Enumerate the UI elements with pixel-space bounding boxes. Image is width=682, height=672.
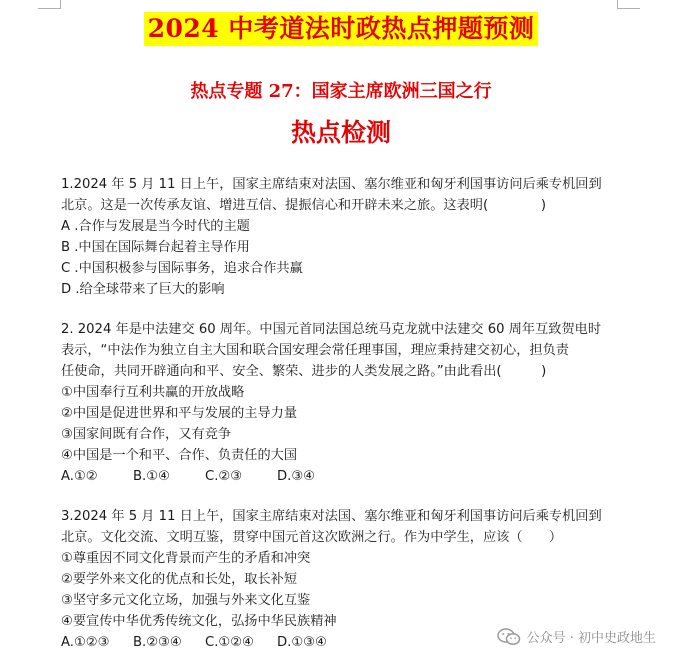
answer-option: A.①② — [61, 469, 98, 484]
question-2-line: 任使命，共同开辟通向和平、安全、繁荣、进步的人类发展之路。”由此看出( ) — [61, 364, 547, 379]
section-heading: 热点检测 — [290, 118, 391, 147]
question-2-line: ①中国奉行互利共赢的开放战略 — [61, 385, 245, 400]
question-2-line: 表示，“中法作为独立自主大国和联合国安理会常任理事国，理应秉持建交初心，担负责 — [61, 343, 569, 358]
question-2-line: ②中国是促进世界和平与发展的主导力量 — [61, 406, 298, 421]
question-2-line: ④中国是一个和平、合作、负责任的大国 — [61, 448, 298, 463]
wechat-icon — [497, 628, 521, 646]
page-corner-mark-left — [38, 0, 61, 9]
question-list — [61, 174, 621, 672]
watermark — [493, 625, 660, 648]
answer-option: B.①④ — [133, 469, 170, 484]
watermark-text: 公众号 · 初中史政地生 — [526, 631, 656, 646]
question-3-line: 3.2024 年 5 月 11 日上午，国家主席结束对法国、塞尔维亚和匈牙利国事访问后乘专机回到 — [61, 509, 602, 524]
answer-option: D.①③④ — [277, 635, 327, 650]
question-3-line: ②要学外来文化的优点和长处，取长补短 — [61, 572, 298, 587]
question-3-line: 北京。文化交流、文明互鉴，贯穿中国元首这次欧洲之行。作为中学生，应该（ ） — [61, 530, 563, 545]
page-corner-mark-right — [617, 0, 640, 9]
answer-option: B.②③④ — [133, 635, 182, 650]
main-title: 2024 中考道法时政热点押题预测 — [144, 12, 539, 46]
question-1-line: A .合作与发展是当今时代的主题 — [61, 219, 250, 234]
question-3-line: ④要宣传中华优秀传统文化，弘扬中华民族精神 — [61, 614, 337, 629]
question-1-line: B .中国在国际舞台起着主导作用 — [61, 240, 250, 255]
question-2 — [61, 319, 621, 487]
answer-option: D.③④ — [277, 469, 315, 484]
question-2-line: ③国家间既有合作，又有竞争 — [61, 427, 232, 442]
question-1-line: 1.2024 年 5 月 11 日上午，国家主席结束对法国、塞尔维亚和匈牙利国事访问后乘专机回到 — [61, 177, 602, 192]
answer-option: C.②③ — [205, 469, 243, 484]
answer-options — [61, 466, 621, 487]
question-2-line: 2. 2024 年是中法建交 60 周年。中国元首同法国总统马克龙就中法建交 60 周年互致贺电时 — [61, 322, 602, 337]
question-3-line: ①尊重因不同文化背景而产生的矛盾和冲突 — [61, 551, 311, 566]
topic-subtitle: 热点专题 27：国家主席欧洲三国之行 — [190, 81, 492, 102]
question-3-line: ③坚守多元文化立场，加强与外来文化互鉴 — [61, 593, 311, 608]
question-1-line: C .中国积极参与国际事务，追求合作共赢 — [61, 261, 303, 276]
question-1-line: 北京。这是一次传承友谊、增进互信、提振信心和开辟未来之旅。这表明( ) — [61, 198, 547, 213]
question-1-line: D .给全球带来了巨大的影响 — [61, 282, 225, 297]
title-wrap — [0, 12, 682, 46]
answer-option: C.①②④ — [205, 635, 254, 650]
answer-option: A.①②③ — [61, 635, 110, 650]
question-1 — [61, 174, 621, 300]
